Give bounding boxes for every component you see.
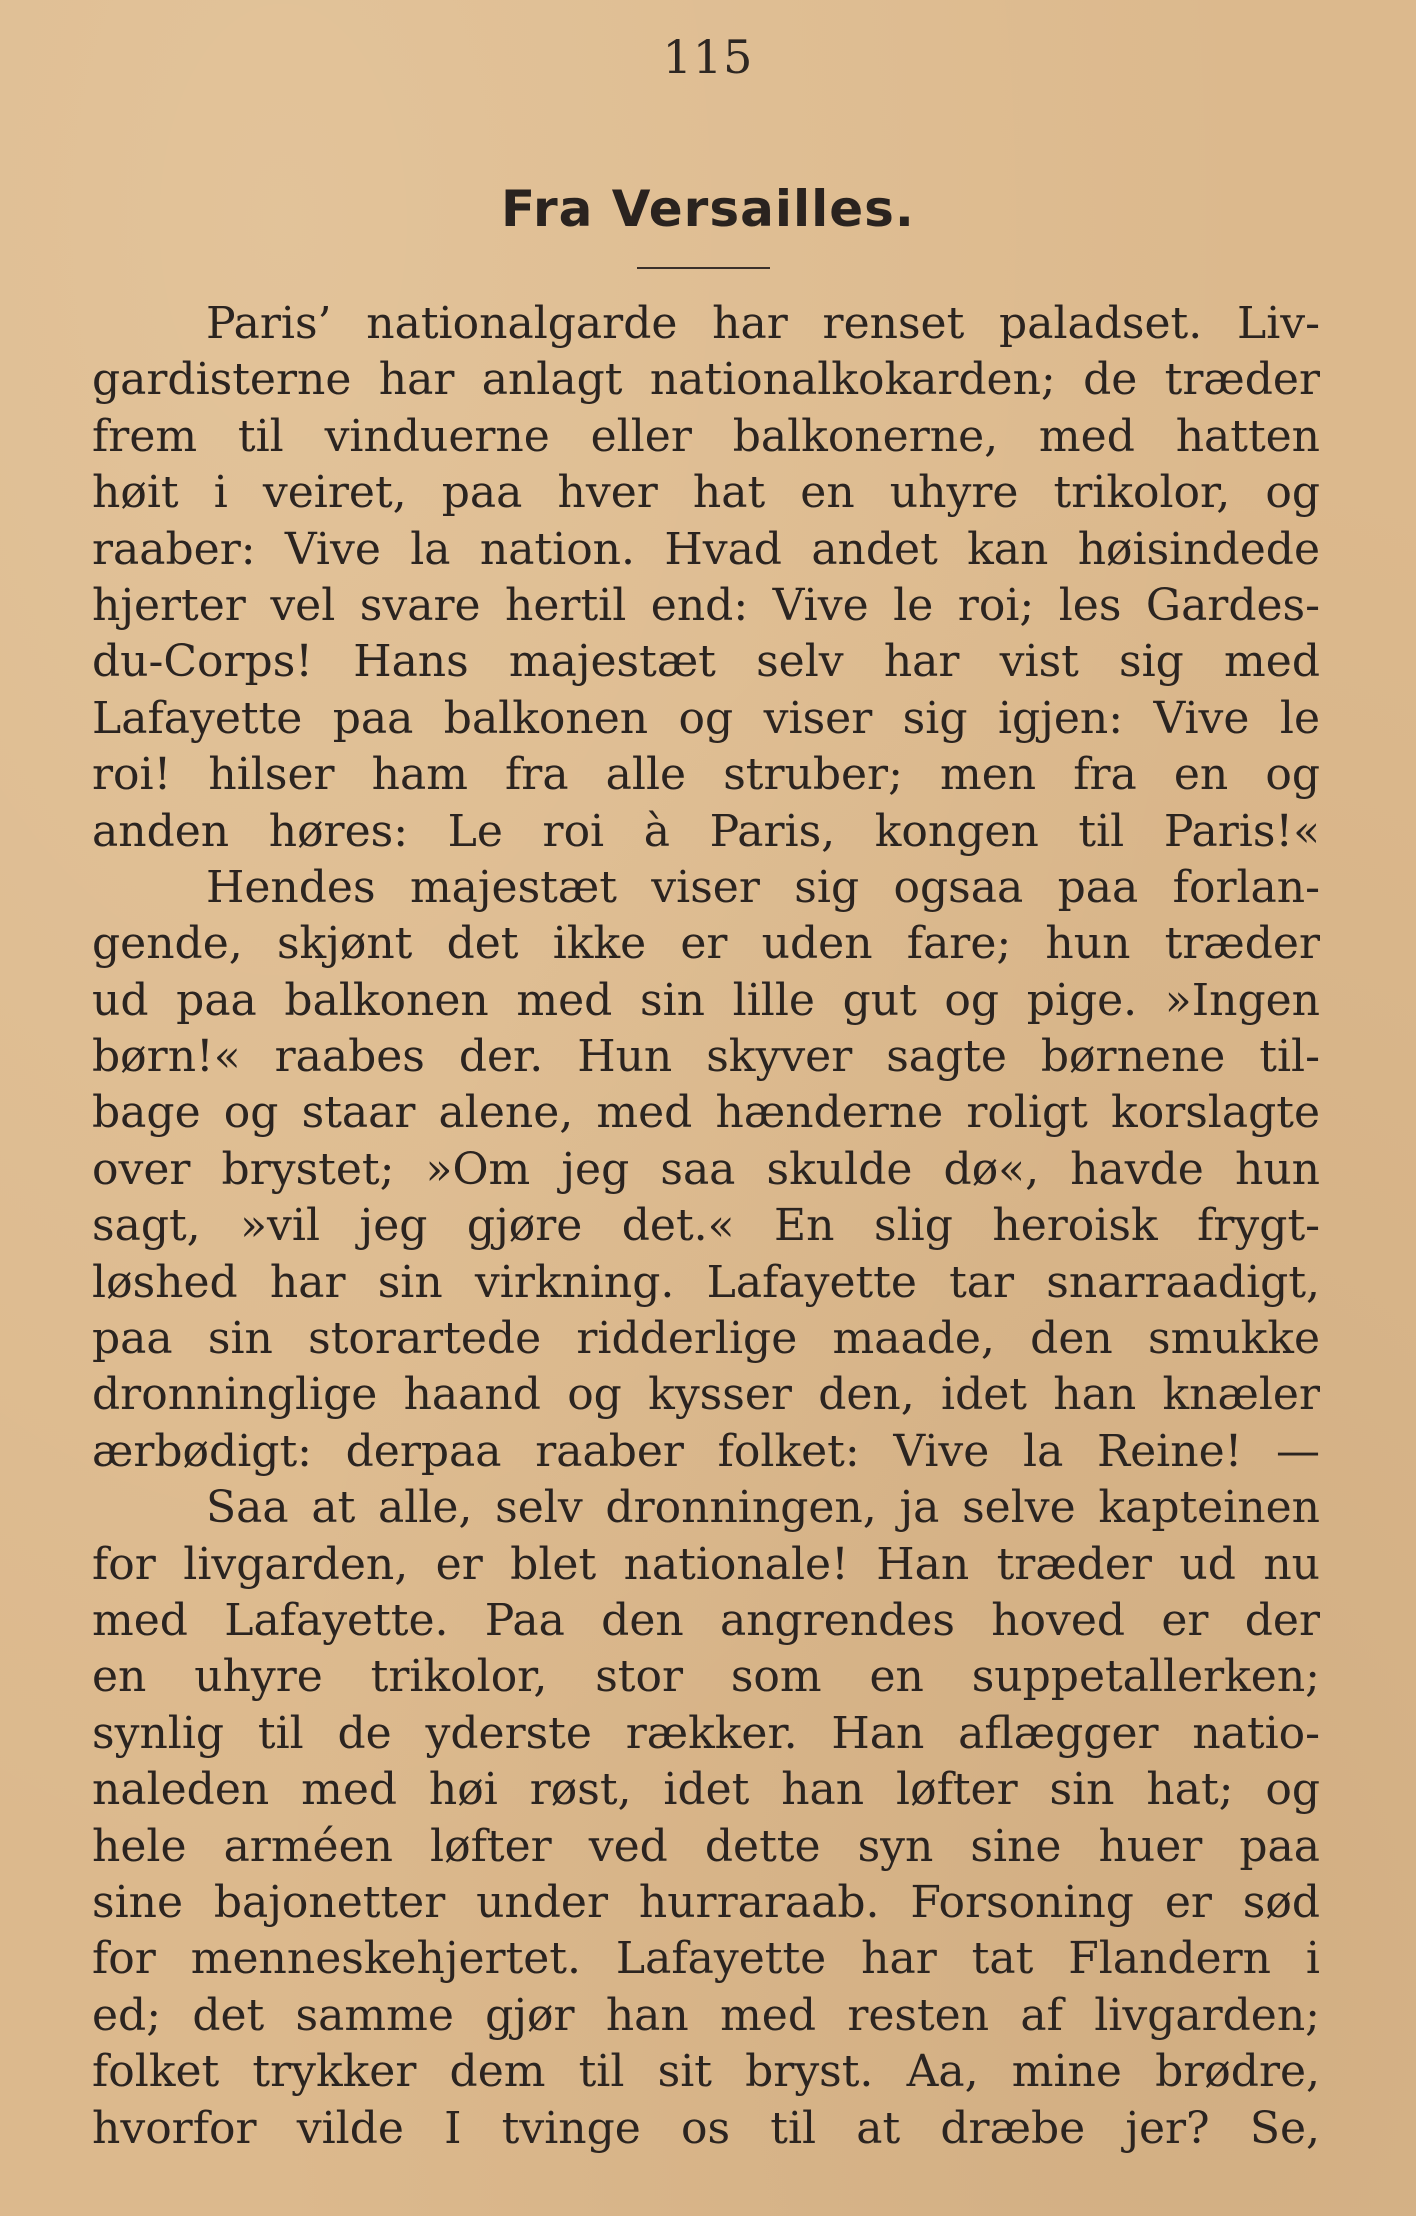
text-line: bage og staar alene, med hænderne roligt korslagte: [92, 1087, 1320, 1139]
text-line: ed; det samme gjør han med resten af livgarden;: [92, 1989, 1320, 2041]
text-line: over brystet; »Om jeg saa skulde dø«, havde hun: [92, 1143, 1320, 1195]
text-line: Hendes majestæt viser sig ogsaa paa forlan-: [206, 861, 1320, 913]
page-number: 115: [662, 30, 754, 84]
body-text: [92, 296, 1320, 2157]
text-line: gende, skjønt det ikke er uden fare; hun træder: [92, 918, 1320, 970]
text-line: løshed har sin virkning. Lafayette tar snarraadigt,: [92, 1256, 1320, 1308]
text-line: Saa at alle, selv dronningen, ja selve kapteinen: [206, 1482, 1320, 1534]
text-line: anden høres: Le roi à Paris, kongen til Paris!«: [92, 805, 1320, 857]
title-divider: [637, 267, 770, 269]
text-line: paa sin storartede ridderlige maade, den smukke: [92, 1313, 1320, 1365]
text-line: Lafayette paa balkonen og viser sig igjen: Vive le: [92, 692, 1320, 744]
text-line: hjerter vel svare hertil end: Vive le roi; les Gardes-: [92, 579, 1320, 631]
text-line: naleden med høi røst, idet han løfter sin hat; og: [92, 1764, 1320, 1816]
text-line: synlig til de yderste rækker. Han aflægger natio-: [92, 1707, 1320, 1759]
text-line: hvorfor vilde I tvinge os til at dræbe jer? Se,: [92, 2102, 1320, 2154]
text-line: for menneskehjertet. Lafayette har tat Flandern i: [92, 1933, 1320, 1985]
chapter-title: Fra Versailles.: [501, 180, 915, 238]
text-line: frem til vinduerne eller balkonerne, med hatten: [92, 410, 1320, 462]
text-line: børn!« raabes der. Hun skyver sagte børnene til-: [92, 1031, 1320, 1083]
text-line: dronninglige haand og kysser den, idet han knæler: [92, 1369, 1320, 1421]
text-line: ud paa balkonen med sin lille gut og pige. »Ingen: [92, 974, 1320, 1026]
text-line: roi! hilser ham fra alle struber; men fra en og: [92, 749, 1320, 801]
text-line: gardisterne har anlagt nationalkokarden; de træder: [92, 354, 1320, 406]
text-line: du-Corps! Hans majestæt selv har vist sig med: [92, 636, 1320, 688]
text-line: ærbødigt: derpaa raaber folket: Vive la Reine! —: [92, 1425, 1320, 1477]
text-line: Paris’ nationalgarde har renset paladset. Liv-: [206, 298, 1320, 349]
text-line: sagt, »vil jeg gjøre det.« En slig heroisk frygt-: [92, 1200, 1320, 1252]
text-line: høit i veiret, paa hver hat en uhyre trikolor, og: [92, 467, 1320, 519]
text-line: med Lafayette. Paa den angrendes hoved er der: [92, 1594, 1320, 1646]
text-line: raaber: Vive la nation. Hvad andet kan høisindede: [92, 523, 1320, 575]
text-line: sine bajonetter under hurraraab. Forsoning er sød: [92, 1876, 1320, 1928]
text-line: for livgarden, er blet nationale! Han træder ud nu: [92, 1538, 1320, 1590]
text-line: folket trykker dem til sit bryst. Aa, mine brødre,: [92, 2046, 1320, 2098]
text-line: hele arméen løfter ved dette syn sine huer paa: [92, 1820, 1320, 1872]
text-line: en uhyre trikolor, stor som en suppetallerken;: [92, 1651, 1320, 1703]
